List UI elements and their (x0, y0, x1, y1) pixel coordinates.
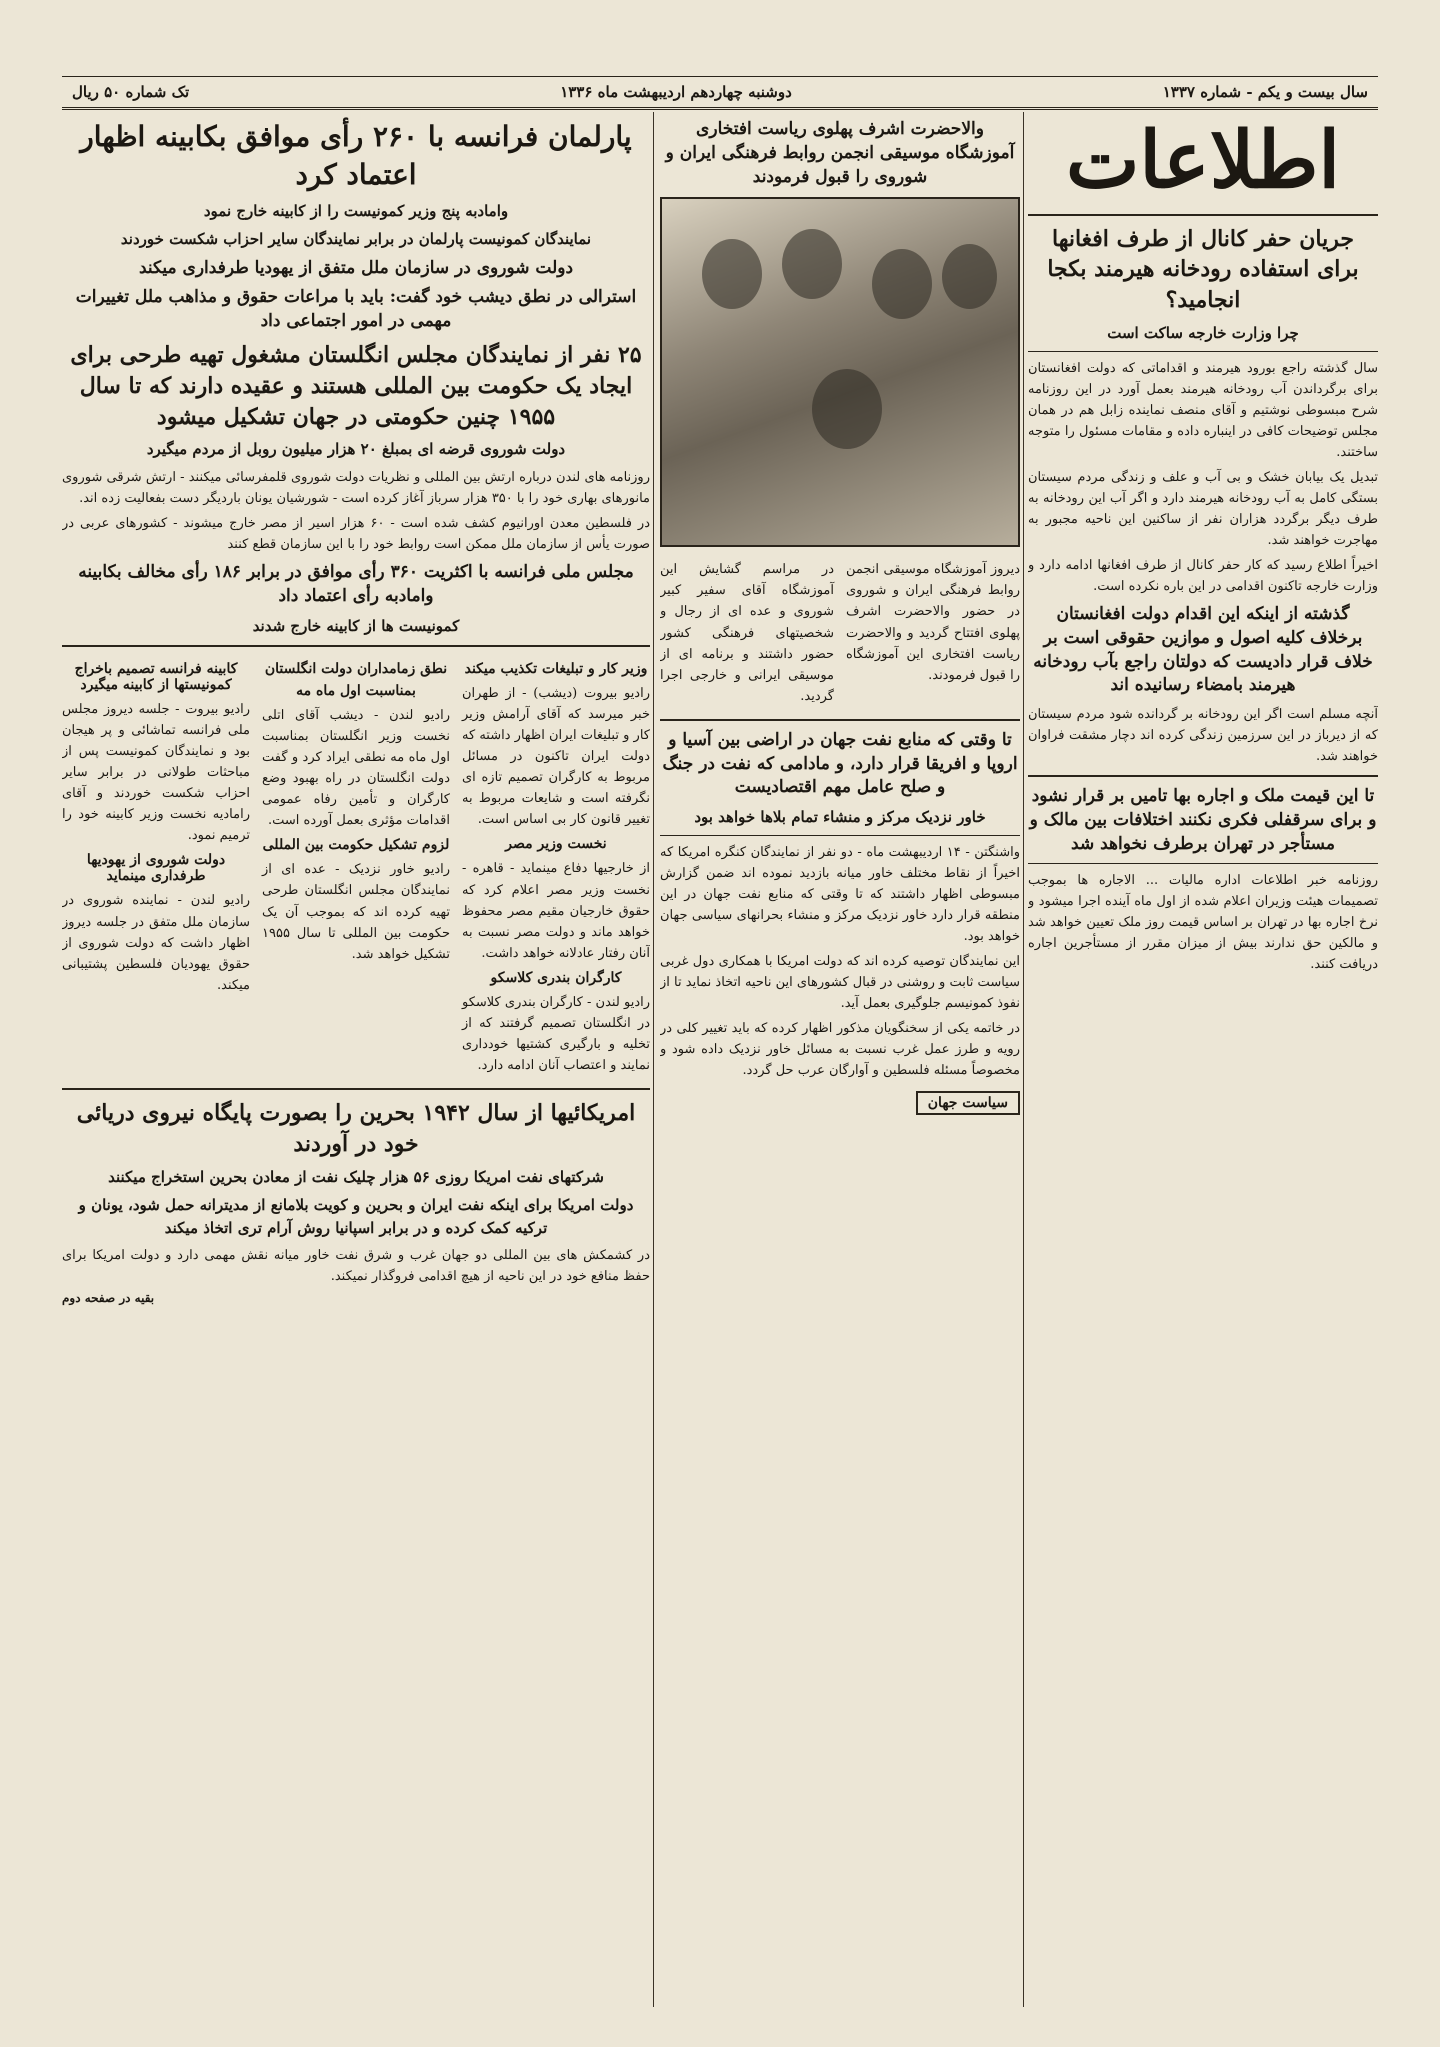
hirmand-emphasis: گذشته از اینکه این اقدام دولت افغانستان برخلاف کلیه اصول و موازین حقوقی است بر خلاف قرار دادیست که دولتان راجع بآب رودخانه هیرمند بامضاء رسانیده اند (1033, 604, 1373, 696)
french-cabinet-head: کابینه فرانسه تصمیم باخراج کمونیستها از کابینه میگیرد (74, 661, 238, 694)
labor-minister-body: رادیو بیروت (دیشب) - از طهران خبر میرسد که آقای آرامش وزیر کار و تبلیغات ایران اظهار داشته که دولت ایران تاکنون در مسائل مربوط به کارگران تصمیم تازه ای نگرفته است و شایعات مربوط به تغییر قانون کار بی اساس است. (462, 686, 650, 828)
issue-date: دوشنبه چهاردهم اردیبهشت ماه ۱۳۳۶ (560, 83, 792, 101)
right-column (1028, 112, 1378, 2007)
soviet-jews-body: رادیو لندن - نماینده شوروی در سازمان ملل متفق در جلسه دیروز اظهار داشت که دولت شوروی از حقوق یهودیان فلسطین پشتیبانی میکند. (62, 893, 250, 993)
attlee-headline: استرالی در نطق دیشب خود گفت: باید با مراعات حقوق و مذاهب ملل تغییرات مهمی در امور اجتماعی داد (75, 287, 637, 332)
intl-government-body: رادیو خاور نزدیک - عده ای از نمایندگان مجلس انگلستان طرحی تهیه کرده اند که بموجب آن یک حکومت بین المللی تا سال ۱۹۵۵ تشکیل خواهد شد. (262, 862, 450, 962)
column-rule (653, 112, 654, 2007)
uk-leaders-head: نطق زمامداران دولت انگلستان (264, 661, 448, 678)
french-cabinet-body: رادیو بیروت - جلسه دیروز مجلس ملی فرانسه تماشائی و پر هیجان بود و نمایندگان کمونیست پس از مباحثات طولانی در برابر سایر احزاب شکست خوردند و آقای رامادیه نخست وزیر کابینه خود را ترمیم نمود. (62, 702, 250, 844)
france-subheadline: وامادبه پنج وزیر کمونیست را از کابینه خارج نمود (203, 201, 509, 220)
hirmand-paragraph: آنچه مسلم است اگر این رودخانه بر گردانده شود مردم سیستان که از دیرباز در این سرزمین زندگی کرده اند دچار مشقت فراوان خواهند شد. (1028, 707, 1378, 765)
hirmand-paragraph: تبدیل یک بیابان خشک و بی آب و علف و زندگی مردم سیستان بستگی کامل به آب رودخانه هیرمند دارد و اگر آب این رودخانه به طرف دیگر برگردد هزاران نفر از ساکنین این ناحیه مجبور به مهاجرت خواهند شد. (1028, 469, 1378, 548)
news-summary: روزنامه های لندن درباره ارتش بین المللی و نظریات دولت شوروی قلمفرسائی میکنند - ارتش شرقی شوروی مانورهای بهاری خود را با ۳۵۰ هزار سرباز آغاز کرده است - شورشیان یونان باردیگر دست بفعالیت زده اند. (62, 469, 650, 506)
masthead-bar (62, 76, 1378, 110)
hirmand-paragraph: سال گذشته راجع بورود هیرمند و اقداماتی که دولت افغانستان برای برگرداندن آب رودخانه هیرمند بعمل آورد در این روزنامه شرح مبسوطی نوشتیم و آقای منصف نماینده زابل هم در همان مجلس توضیحات کافی در اینباره داده و مقامات مسئول را متوجه ساختند. (1028, 360, 1378, 460)
world-government-headline: ۲۵ نفر از نمایندگان مجلس انگلستان مشغول تهیه طرحی برای ایجاد یک حکومت بین المللی هستند و عقیده دارند که تا سال ۱۹۵۵ چنین حکومتی در جهان تشکیل میشود (70, 341, 642, 430)
oil-paragraph: این نمایندگان توصیه کرده اند که دولت امریکا با همکاری دول غربی سیاست ثابت و روشنی در قبال کشورهای این ناحیه اتخاذ نماید تا از نفوذ کمونیسم جلوگیری بعمل آید. (660, 953, 1020, 1011)
glasgow-dockers-body: رادیو لندن - کارگران بندری کلاسکو در انگلستان تصمیم گرفتند که از تخلیه و بارگیری کشتیها خودداری نمایند و اعتصاب آنان ادامه دارد. (462, 994, 650, 1073)
ashraf-paragraph: در مراسم گشایش این آموزشگاه آقای سفیر کبیر شوروی و عده ای از رجال و شخصیتهای فرهنگی کشور حضور داشتند و برنامه ای از موسیقی ایرانی و خارجی اجرا گردید. (660, 562, 834, 704)
radio-column-a (462, 655, 650, 1080)
bahrain-subheadline: شرکتهای نفت امریکا روزی ۵۶ هزار چلیک نفت از معادن بحرین استخراج میکنند (108, 1167, 604, 1186)
labor-minister-head: وزیر کار و تبلیغات تکذیب میکند (464, 661, 648, 678)
radio-news (62, 655, 650, 1080)
bahrain-headline: امریکائیها از سال ۱۹۴۲ بحرین را بصورت پایگاه نیروی دریائی خود در آوردند (76, 1099, 636, 1157)
france-subheadline: نمایندگان کمونیست پارلمان در برابر نمایندگان سایر احزاب شکست خوردند (120, 230, 592, 249)
glasgow-dockers-head: کارگران بندری کلاسکو (490, 969, 622, 986)
oil-paragraph: واشنگتن - ۱۴ اردیبهشت ماه - دو نفر از نمایندگان کنگره امریکا که اخیراً از نقاط مختلف خاور میانه بازدید نموده اند ضمن گزارش مبسوطی اظهار داشتند که تا وقتی که منابع نفت جهان در این منطقه قرار دارد خاور نزدیک مرکز و منشاء بحرانهای سیاسی جهان خواهد بود. (660, 844, 1020, 944)
oil-headline: تا وقتی که منابع نفت جهان در اراضی بین آسیا و اروپا و افریقا قرار دارد، و مادامی که نفت در جنگ و صلح عامل مهم اقتصادیست (662, 729, 1018, 798)
hirmand-subheadline: چرا وزارت خارجه ساکت است (1107, 324, 1299, 343)
newspaper-logo: اطلاعات (1065, 115, 1341, 206)
soviet-loan-headline: دولت شوروی قرضه ای بمبلغ ۲۰ هزار میلیون روبل از مردم میگیرد (146, 440, 566, 459)
bahrain-body: در کشمکش های بین المللی دو جهان غرب و شرق نفت خاور میانه نقش مهمی دارد و دولت امریکا برای حفظ منافع خود در این ناحیه از هیچ اقدامی فروگذار نمیکند. (62, 1248, 650, 1285)
hirmand-paragraph: اخیراً اطلاع رسید که کار حفر کانال از طرف افغانها ادامه دارد و وزارت خارجه تاکنون اقدامی در این باره نکرده است. (1028, 558, 1378, 595)
bahrain-subheadline: دولت امریکا برای اینکه نفت ایران و بحرین و کویت بلامانع از مدیترانه حمل شود، یونان و ترکیه کمک کرده و در برابر اسپانیا روش آرام تری اتخاذ میکند (78, 1196, 634, 1237)
column-rule (1023, 112, 1024, 2007)
issue-info: سال بیست و یکم - شماره ۱۳۳۷ (1162, 83, 1368, 101)
middle-column (660, 112, 1020, 2007)
issue-price: تک شماره ۵۰ ریال (72, 83, 190, 101)
france-vote-headline: مجلس ملی فرانسه با اکثریت ۳۶۰ رأی موافق در برابر ۱۸۶ رأی مخالف بکابینه وامادبه رأی اعتماد داد (78, 562, 634, 606)
oil-subheadline: خاور نزدیک مرکز و منشاء تمام بلاها خواهد بود (694, 808, 986, 827)
left-column (62, 112, 650, 2007)
oil-paragraph: در خاتمه یکی از سخنگویان مذکور اظهار کرده که باید تغییر کلی در رویه و طرز عمل غرب نسبت به مسائل خاور نزدیک داده شود و مخصوصاً مسئله فلسطین و آوارگان عرب حل گردد. (660, 1020, 1020, 1079)
soviet-jews-head: دولت شوروی از یهودیها طرفداری مینماید (86, 852, 226, 885)
intl-government-head: لزوم تشکیل حکومت بین المللی (262, 837, 450, 854)
egypt-pm-head: نخست وزیر مصر (505, 836, 607, 853)
egypt-pm-body: از خارجیها دفاع مینماید - قاهره - نخست وزیر مصر اعلام کرد که حقوق خارجیان مقیم مصر محفوظ خواهد ماند و دولت مصر نسبت به آنان رفتار عادلانه خواهد داشت. (462, 861, 650, 961)
may-day-head: بمناسبت اول ماه مه (296, 683, 416, 700)
hirmand-headline: جریان حفر کانال از طرف افغانها برای استفاده رودخانه هیرمند بکجا انجامید؟ (1047, 225, 1359, 314)
ashraf-paragraph: دیروز آموزشگاه موسیقی انجمن روابط فرهنگی ایران و شوروی در حضور والاحضرت اشرف پهلوی افتتاح گردید و والاحضرت ریاست افتخاری این آموزشگاه را قبول فرمودند. (846, 562, 1020, 683)
france-vote-subheadline: کمونیست ها از کابینه خارج شدند (252, 616, 460, 635)
rent-paragraph: روزنامه خبر اطلاعات اداره مالیات ... الاجاره ها بموجب تصمیمات هیئت وزیران اعلام شده از اول ماه آینده اجرا میشود و نرخ اجاره بها در تهران بر اساس قیمت روز ملک تعیین خواهد شد و مالکین حق ندارند بیش از میزان مقرر از مستأجرین اجاره دریافت کنند. (1028, 872, 1378, 972)
continued-note: بقیه در صفحه دوم (62, 1291, 155, 1306)
radio-column-c (62, 655, 250, 1080)
world-politics-label: سیاست جهان (916, 1091, 1020, 1115)
ashraf-headline: والاحضرت اشرف پهلوی ریاست افتخاری آموزشگاه موسیقی انجمن روابط فرهنگی ایران و شوروی را قبول فرمودند (665, 119, 1015, 187)
france-headline: پارلمان فرانسه با ۲۶۰ رأی موافق بکابینه اظهار اعتماد کرد (80, 120, 632, 191)
uk-leaders-body: رادیو لندن - دیشب آقای اتلی نخست وزیر انگلستان بمناسبت اول ماه مه نطقی ایراد کرد و گفت دولت انگلستان در راه بهبود وضع کارگران و تأمین رفاه عمومی اقدامات مؤثری بعمل آورده است. (262, 708, 450, 829)
ashraf-body (660, 555, 1020, 710)
news-summary: در فلسطین معدن اورانیوم کشف شده است - ۶۰ هزار اسیر از مصر خارج میشوند - کشورهای عربی در صورت یأس از سازمان ملل ممکن است روابط خود را با این سازمان قطع کنند (62, 515, 650, 553)
radio-column-b (262, 655, 450, 1080)
rent-headline: تا این قیمت ملک و اجاره بها تامیں بر قرار نشود و برای سرقفلی فکری نکنند اختلافات بین مالک و مستأجر در تهران برطرف نخواهد شد (1029, 786, 1377, 855)
ashraf-photo (660, 197, 1020, 547)
soviet-headline: دولت شوروی در سازمان ملل متفق از یهودیا طرفداری میکند (138, 257, 574, 278)
